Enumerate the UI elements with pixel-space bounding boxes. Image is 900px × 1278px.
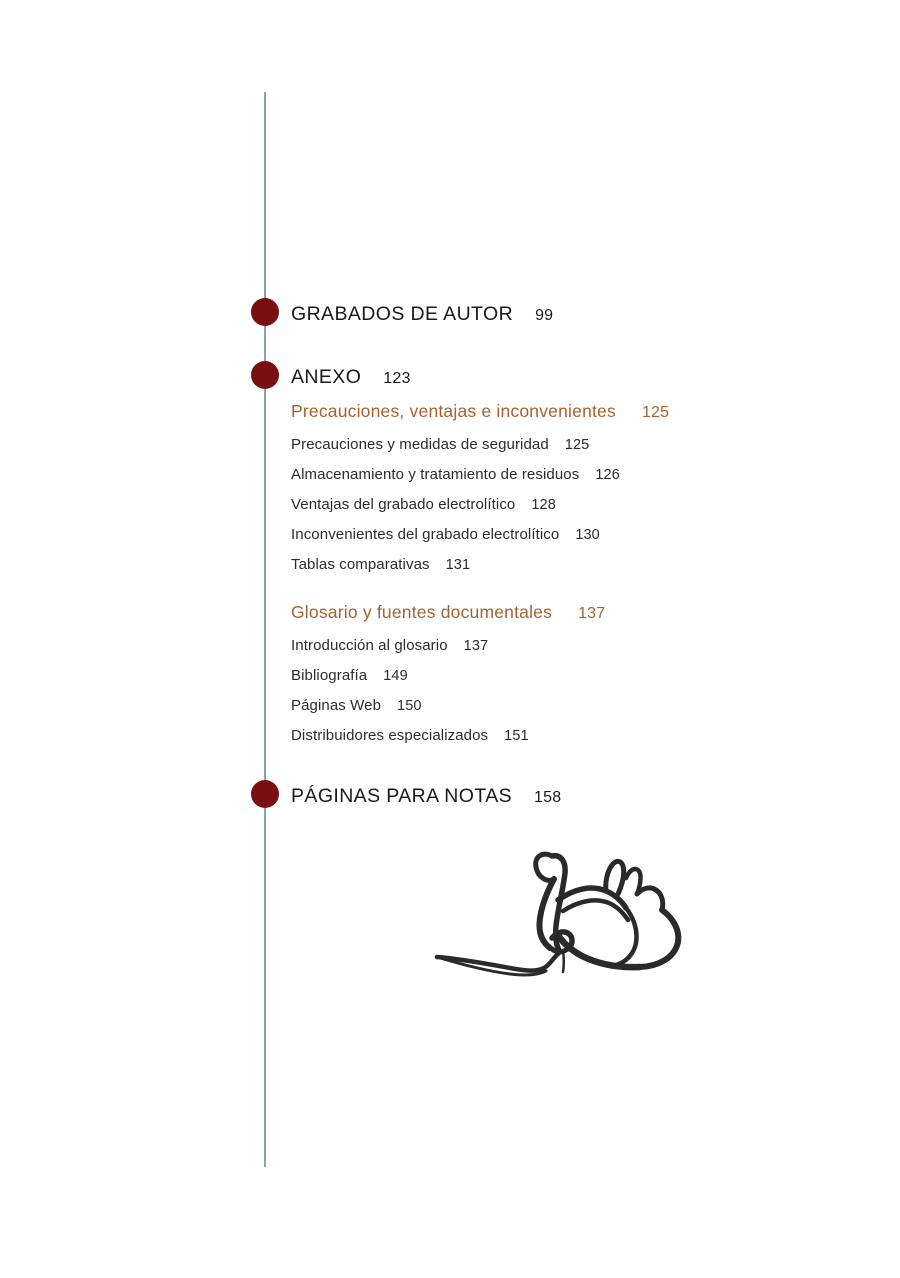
toc-entry-page-number: 151	[504, 728, 529, 744]
toc-entry-level-3[interactable]	[291, 697, 422, 714]
toc-entry-label: ANEXO	[291, 366, 362, 388]
toc-entry-page-number: 125	[564, 437, 590, 453]
toc-entry-level-3[interactable]	[291, 496, 556, 513]
toc-entry-page-number: 158	[534, 789, 562, 806]
toc-entry-level-3[interactable]	[291, 526, 600, 543]
toc-entry-label: Bibliografía	[291, 667, 368, 684]
toc-entry-page-number: 125	[641, 404, 670, 421]
toc-entry-level-3[interactable]	[291, 436, 589, 453]
toc-entry-label: Distribuidores especializados	[291, 727, 489, 744]
toc-entry-level-1[interactable]	[291, 785, 561, 808]
toc-entry-level-1[interactable]	[291, 366, 411, 389]
toc-entry-level-3[interactable]	[291, 466, 620, 483]
toc-entry-level-1[interactable]	[291, 303, 553, 326]
toc-entry-label: PÁGINAS PARA NOTAS	[291, 785, 513, 807]
toc-entry-level-2[interactable]	[291, 401, 669, 422]
toc-entry-page-number: 149	[383, 668, 408, 684]
toc-entry-page-number: 150	[397, 698, 422, 714]
ink-flourish-illustration	[430, 838, 692, 988]
toc-entry-label: Inconvenientes del grabado electrolítico	[291, 526, 560, 543]
toc-bullet-marker	[251, 780, 279, 808]
toc-entry-label: Tablas comparativas	[291, 556, 430, 573]
toc-entry-label: Páginas Web	[291, 697, 382, 714]
toc-entry-page-number: 123	[383, 370, 411, 387]
toc-entry-label: Precauciones y medidas de seguridad	[291, 436, 549, 453]
toc-bullet-marker	[251, 298, 279, 326]
toc-entry-label: GRABADOS DE AUTOR	[291, 303, 514, 325]
toc-entry-page-number: 131	[445, 557, 471, 573]
toc-entry-level-3[interactable]	[291, 667, 408, 684]
toc-entry-page-number: 99	[535, 307, 554, 324]
toc-entry-page-number: 130	[575, 527, 600, 543]
toc-entry-label: Precauciones, ventajas e inconvenientes	[291, 401, 616, 421]
vertical-rule	[264, 92, 266, 1167]
toc-entry-page-number: 137	[578, 605, 606, 622]
toc-bullet-marker	[251, 361, 279, 389]
toc-entry-page-number: 126	[595, 467, 620, 483]
toc-entry-level-2[interactable]	[291, 602, 605, 623]
toc-entry-label: Almacenamiento y tratamiento de residuos	[291, 466, 580, 483]
toc-entry-page-number: 137	[463, 638, 489, 654]
toc-entry-page-number: 128	[531, 497, 556, 513]
toc-entry-level-3[interactable]	[291, 637, 488, 654]
toc-entry-level-3[interactable]	[291, 727, 529, 744]
toc-entry-label: Ventajas del grabado electrolítico	[291, 496, 516, 513]
toc-entry-label: Introducción al glosario	[291, 637, 448, 654]
toc-entry-level-3[interactable]	[291, 556, 470, 573]
toc-entry-label: Glosario y fuentes documentales	[291, 602, 553, 622]
